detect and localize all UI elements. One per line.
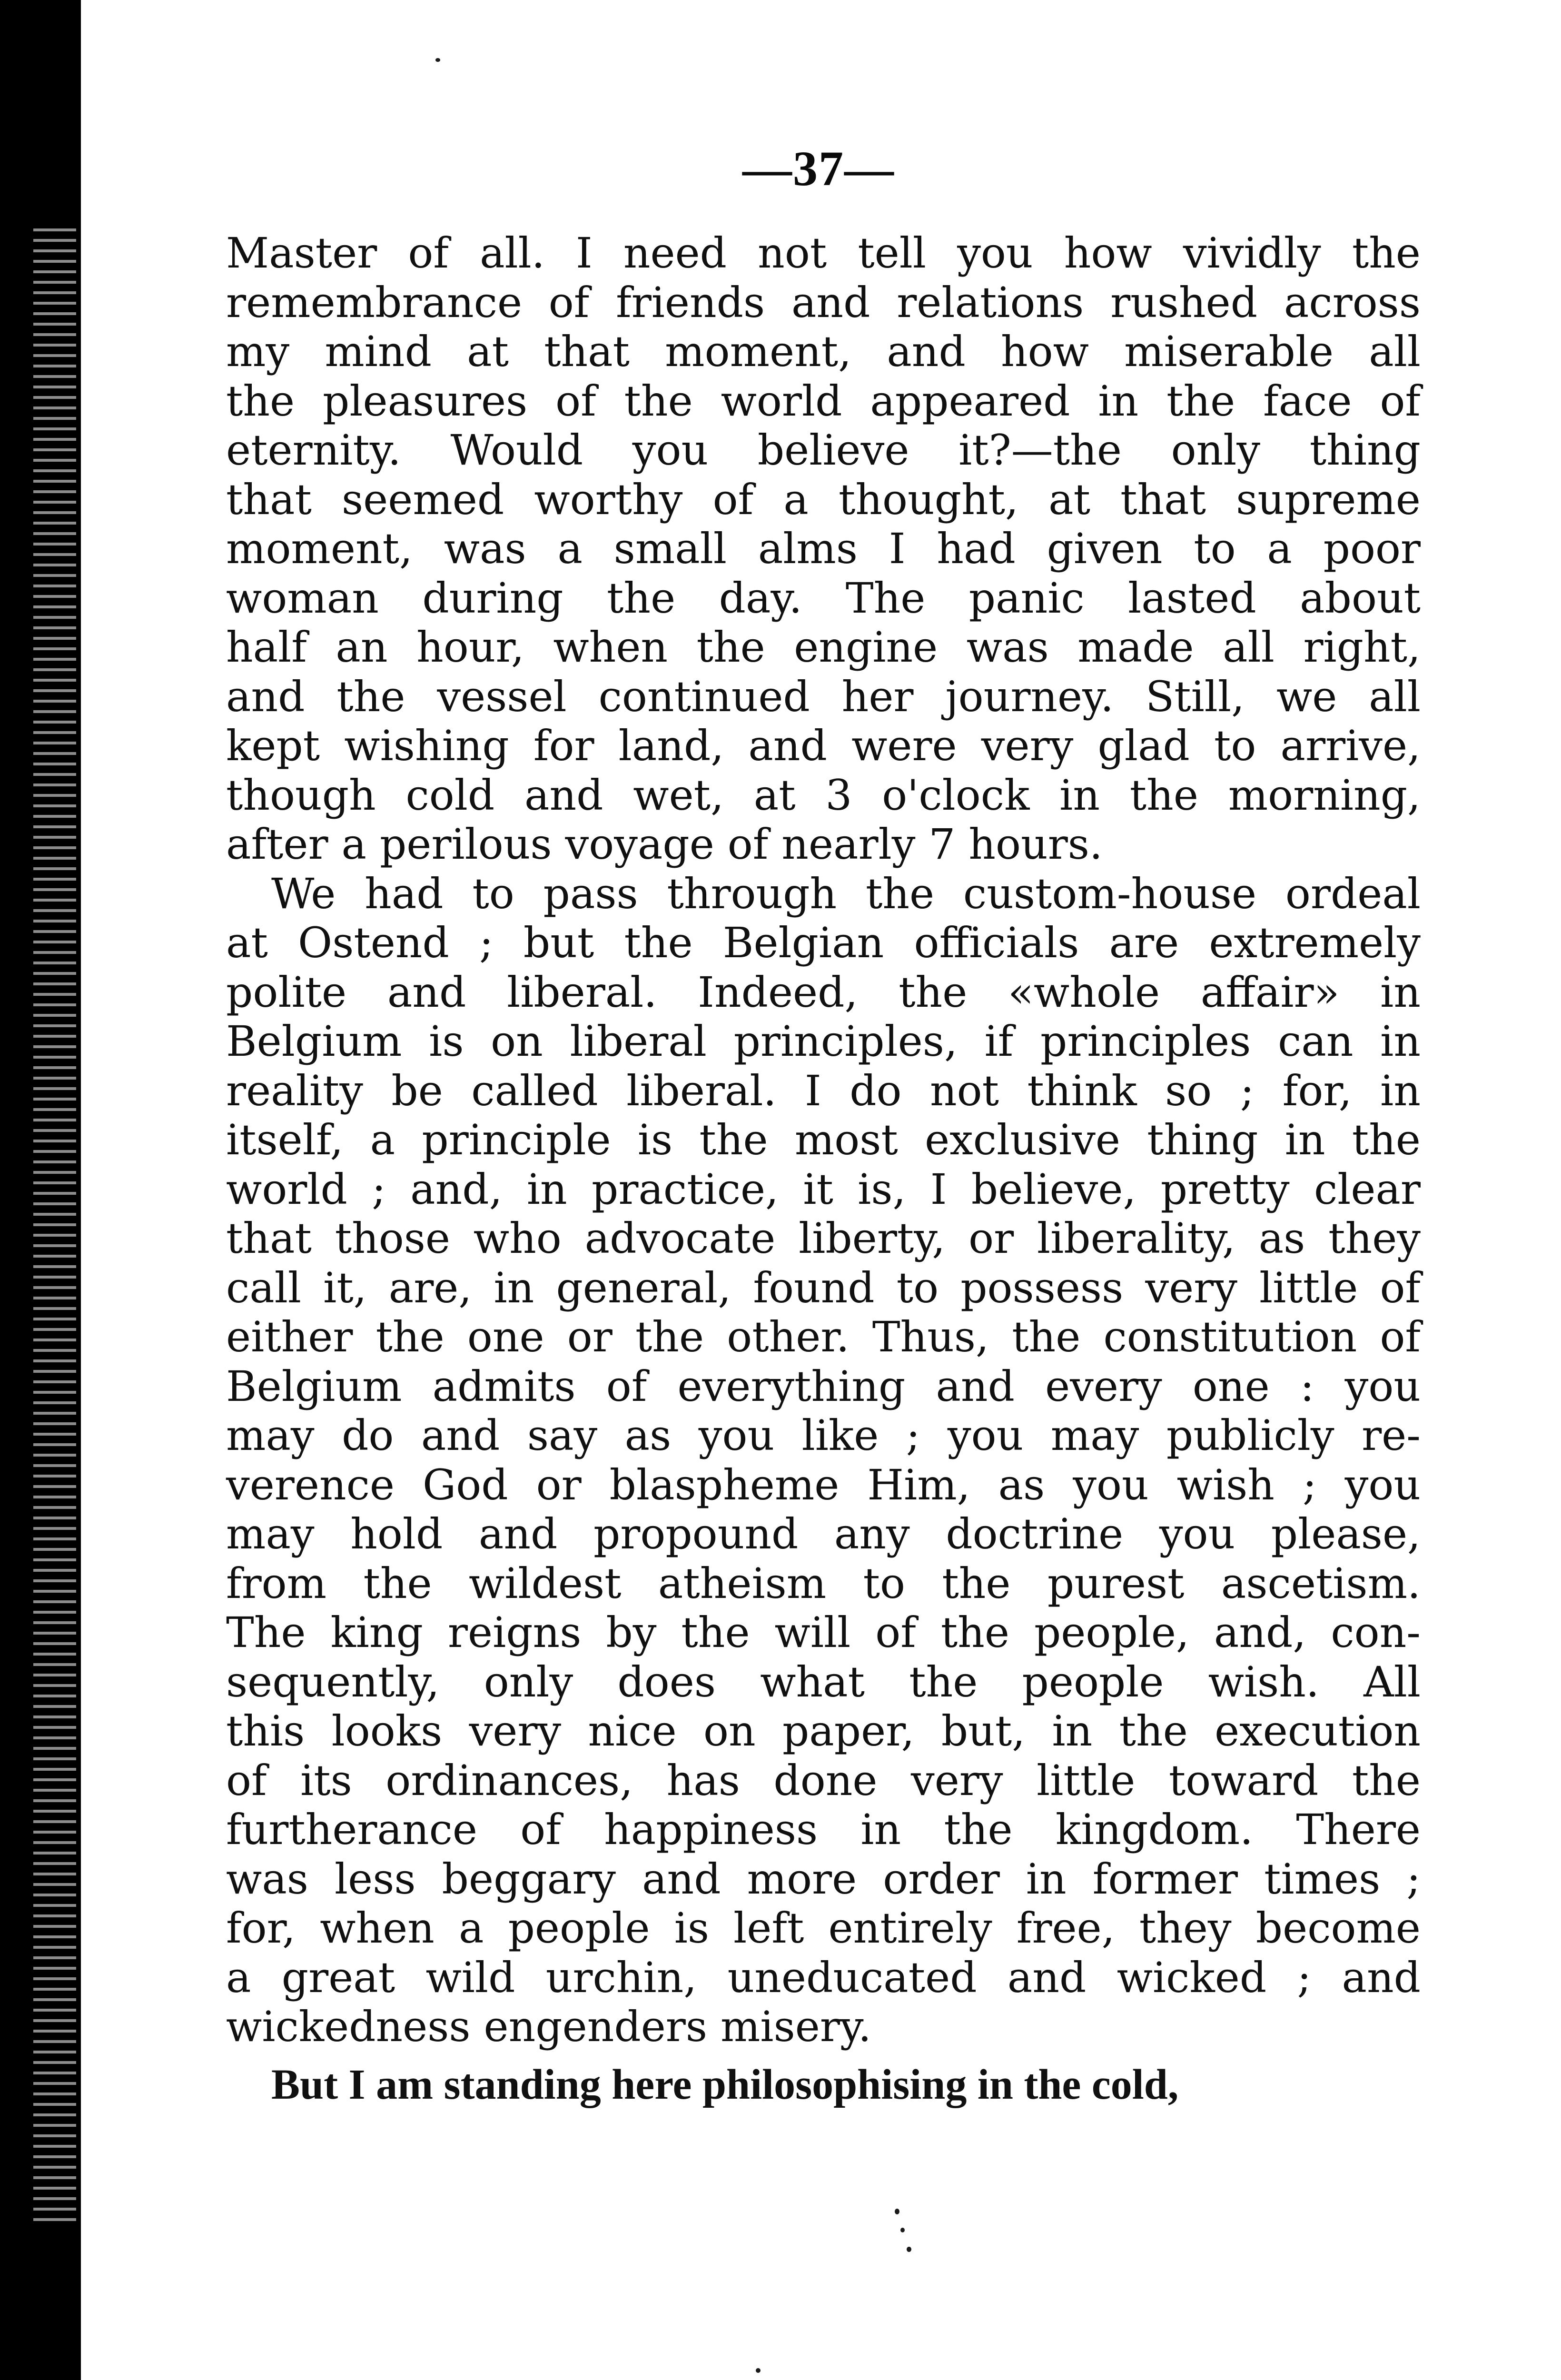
text-line: eternity. Would you believe it?—the only thing	[226, 426, 1421, 475]
scan-speck	[435, 58, 440, 62]
scan-speck	[756, 2368, 761, 2373]
text-line: Belgium is on liberal principles, if principles can in	[226, 1017, 1421, 1066]
text-line: that seemed worthy of a thought, at that supreme	[226, 475, 1421, 524]
text-line: my mind at that moment, and how miserable all	[226, 327, 1421, 376]
page-sheet	[81, 0, 1561, 2380]
text-line: half an hour, when the engine was made all right,	[226, 623, 1421, 672]
text-line: furtherance of happiness in the kingdom. There	[226, 1805, 1421, 1854]
text-line: woman during the day. The panic lasted about	[226, 573, 1421, 623]
text-line: call it, are, in general, found to possess very little of	[226, 1263, 1421, 1312]
scan-edge-noise	[33, 228, 76, 2228]
text-line: from the wildest atheism to the purest ascetism.	[226, 1558, 1421, 1608]
page-number: —37—	[742, 141, 895, 196]
text-line: was less beggary and more order in former times ;	[226, 1854, 1421, 1904]
paragraph-gap	[226, 2052, 1421, 2060]
text-line: either the one or the other. Thus, the constitution of	[226, 1312, 1421, 1361]
text-line: Belgium admits of everything and every one : you	[226, 1361, 1421, 1411]
text-line: though cold and wet, at 3 o'clock in the morning,	[226, 770, 1421, 820]
text-line: Master of all. I need not tell you how vividly the	[226, 228, 1421, 278]
text-line: wickedness engenders misery.	[226, 2002, 871, 2051]
text-line: world ; and, in practice, it is, I believe, pretty clear	[226, 1164, 1421, 1214]
scan-speck	[900, 2228, 905, 2232]
text-line: may do and say as you like ; you may publicly re-	[226, 1411, 1421, 1460]
text-line: and the vessel continued her journey. Still, we all	[226, 672, 1421, 721]
text-line: the pleasures of the world appeared in the face of	[226, 376, 1421, 426]
text-line: reality be called liberal. I do not think so ; for, in	[226, 1066, 1421, 1115]
text-line: after a perilous voyage of nearly 7 hours.	[226, 820, 1103, 869]
text-line: remembrance of friends and relations rushed across	[226, 278, 1421, 327]
text-line: itself, a principle is the most exclusive thing in the	[226, 1115, 1421, 1164]
text-line: at Ostend ; but the Belgian officials are extremely	[226, 918, 1421, 967]
text-line: polite and liberal. Indeed, the «whole affair» in	[226, 967, 1421, 1017]
text-line: for, when a people is left entirely free, they become	[226, 1904, 1421, 1953]
text-line: moment, was a small alms I had given to a poor	[226, 524, 1421, 573]
text-line: verence God or blaspheme Him, as you wish ; you	[226, 1460, 1421, 1509]
text-line: of its ordinances, has done very little toward the	[226, 1755, 1421, 1805]
text-line: that those who advocate liberty, or liberality, as they	[226, 1214, 1421, 1263]
text-line: this looks very nice on paper, but, in the execution	[226, 1706, 1421, 1755]
body-text	[226, 228, 1421, 2109]
text-line: The king reigns by the will of the people, and, con-	[226, 1608, 1421, 1657]
text-line: We had to pass through the custom-house ordeal	[271, 869, 1421, 918]
scan-speck	[907, 2247, 911, 2252]
scan-speck	[895, 2209, 899, 2214]
text-line: kept wishing for land, and were very glad to arrive,	[226, 721, 1421, 770]
scan-left-border	[0, 0, 81, 2380]
text-line: may hold and propound any doctrine you please,	[226, 1509, 1421, 1558]
text-line: But I am standing here philosophising in the cold,	[271, 2061, 1179, 2108]
text-line: a great wild urchin, uneducated and wicked ; and	[226, 1953, 1421, 2002]
text-line: sequently, only does what the people wish. All	[226, 1657, 1421, 1706]
